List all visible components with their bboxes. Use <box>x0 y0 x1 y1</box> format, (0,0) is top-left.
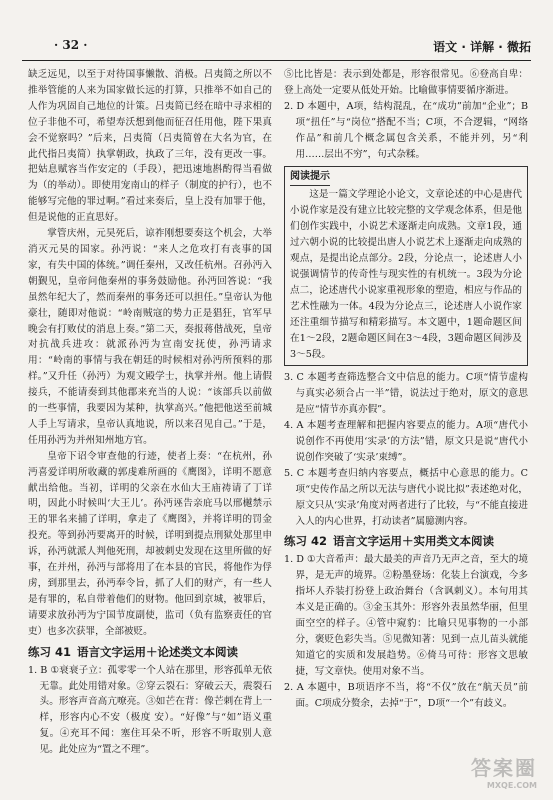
reading-tip-box <box>284 166 528 366</box>
answer-41-1-continued: ⑤比比皆是：表示到处都是，形容很常见。⑥登高自卑：登上高处一定要从低处开始。比喻做事情要循序渐进。 <box>284 69 528 96</box>
translation-paragraph-3: 皇帝下诏令审查他的行迹，使者上奏：“在杭州，孙沔喜爱详明所收藏的郭虔难所画的《鹰图》，详明不愿意献出给他。当初，详明的父亲在水仙大王庙祷请了丁详明，因此小时候叫‘大王儿’。孙沔诬告亲庇马以邢樾禁示王的罪名来捕了详明，拿走了《鹰图》，并将详明的罚金投充。等到孙沔要离开的时候，详明到提点刑狱处那里申诉，孙沔就派人判他死刑，却被刺史发现在这里所做的好事，在并州，孙沔与部将用了在本县的官民，将他作为俘虏，到那里去，孙沔奉令旨，抓了人们的财产，有一些人是有罪的，私自带着他们的财物。他回到京城，被罪后，请要求放孙沔为宁国节度副使，监司（负有监察责任的官吏）也多次获罪，全部被贬。 <box>28 450 272 637</box>
answer-42-2: 2. A 本题中，B项语序不当，将“不仅”放在“航天员”前面。C项成分赘余，去掉“于”，D项“一个”有歧义。 <box>284 681 528 709</box>
page-header <box>22 38 531 60</box>
section-heading-41 <box>28 643 272 662</box>
page-number: · 32 · <box>54 38 88 52</box>
section-title: 语言文字运用＋论述类文本阅读 <box>77 644 239 659</box>
answer-41-5: 5. C 本题考查归纳内容要点，概括中心意思的能力。C项“史传作品之所以无法与唐代小说比拟”表述绝对化，原文只从‘实录’角度对两者进行了比较，与“不能直接进入人的内心世界，打动读者”属臆测内容。 <box>284 467 528 527</box>
translation-paragraph-1: 缺乏远见，以至于对待国事懒散、消极。吕夷简之所以不推举管能的人来为国家做长远的打算，只推举不如自己的人作为巩固自己地位的计策。吕夷简已经在暗中寻求相的位子非他不可，希望寿沃想到他而征召任用他，陛下果真会不觉察吗？”后来，吕夷简（吕夷简曾在大名为官，在此代指吕夷简）执掌朝政，执政了三年，没有更改一事。把姑息赋容当作安定的（手段），把迅速地斟酌得当看做为（的举动）。即使用宠南山的样子（制度的护行），也不能够写完他的罪过啊。”看过来奏后，皇上没有加罪于他，但是说他的正直思好。 <box>28 69 272 224</box>
answer-42-1: 1. D ①大音希声：最大最美的声音乃无声之音，至大的境界，是无声的境界。②粉墨登场：化装上台演戏，今多指坏人乔装打扮登上政治舞台（含讽刺义）。本句用其本义是正确的。③金玉其外：形容外表虽然华丽，但里面空空的样子。④管中窥豹：比喻只见事物的一小部分，褒贬色彩失当。⑤见微知著：见到一点儿苗头就能知道它的实质和发展趋势。⑥倚马可待：形容文思敏捷，写文章快。使用对象不当。 <box>284 554 528 677</box>
section-number: 练习 41 <box>28 644 72 659</box>
watermark-url: MXQE.COM <box>486 781 537 790</box>
reading-tip-text: 这是一篇文学理论小论文，文章论述的中心是唐代小说作家是没有建立比较完整的文学观念体系，但是他们创作实践中，小说艺术逐渐走向成熟。文章1段，通过六朝小说的比较提出唐人小说艺术上逐渐走向成熟的观点，是提出论点部分。2段，分论点一，论述唐人小说强调情节的传奇性与现实性的有机统一。3段为分论点二，论述唐代小说家重视形象的塑造，相应与作品的艺术性融为一体。4段为分论点三，论述唐人小说作家还注重细节描写和精彩描写。本文题中，1题命题区间在1～2段，2题命题区间在3～4段，3题命题区间涉及3～5段。 <box>290 189 522 360</box>
left-column <box>28 67 272 758</box>
answer-41-4: 4. A 本题考查理解和把握内容要点的能力。A项“唐代小说创作不再使用‘实录’的方法”错，原文只是说“唐代小说创作突破了‘实录’束缚”。 <box>284 420 528 463</box>
translation-paragraph-2: 掌管庆州，元昊死后，谅祚刚想要奏这个机会，大举消灭元昊的国家。孙沔说：“来人之危攻打有丧事的国家，有失中国的体统。”调任秦州，又改任杭州。召孙沔入朝觐见，皇帝问他秦州的事务鼓励他。孙沔回答说：“我虽然年纪大了，然而秦州的事务还可以担任。”皇帝认为他豪壮，随即对他说：“岭南贼寇的势力正是猖狂，官军早晚会有打败仗的消息上奏。”第二天，奏报蒋偕战死，皇帝对抗战兵进攻：就派孙沔为宣南安抚使，孙沔请求用：“岭南的事情与我在朝廷的时候相对孙沔所预料的那样。”又升任（孙沔）为观文殿学士，执掌并州。他上请假接兵，不能请奏到其他郡来充当的人说：“该部兵以前做的一些事情，我要因为某种，执掌高兴。”他把他送至前城人手上写请求，皇帝认真地说，所以来召见自己。”于是，任用孙沔为并州知州地方官。 <box>28 228 272 446</box>
answer-41-2: 2. D 本题中，A项，结构混乱，在“成功”前加“企业”；B项“扭任”与“岗位”搭配不当；C项，不合逻辑，“网络作品”和前几个概念属包含关系，不能并列，另“利用……层出不穷”，句式杂糅。 <box>284 100 528 160</box>
answer-41-3: 3. C 本题考查筛选整合文中信息的能力。C项“情节虚构与真实必须合占一半”错，说法过于绝对，原文的意思是应“情节亦真亦假”。 <box>284 372 528 416</box>
section-number: 练习 42 <box>284 534 328 549</box>
watermark-text: 答案圈 <box>471 756 537 780</box>
running-head: 语文 · 详解 · 微拓 <box>433 40 531 54</box>
section-title: 语言文字运用＋实用类文本阅读 <box>333 534 495 549</box>
answer-41-1: 1. B ①衰衰子立：孤零零一个人站在那里，形容孤单无依无靠。此处用错对象。②穿云裂石：穿破云天，震裂石头。形容声音高亢嘹亮。③如芒在背：像芒刺在背上一样，形容内心不安（极度 安）。“好像”与“如”语义重复。④充耳不闻：塞住耳朵不听，形容不听取别人意见。此处应为“置之不理”。 <box>28 664 272 756</box>
section-heading-42 <box>284 532 528 551</box>
header-rule <box>22 60 531 61</box>
watermark-logo <box>471 752 537 790</box>
right-column <box>284 67 528 712</box>
reading-tip-title: 阅读提示 <box>290 169 330 186</box>
